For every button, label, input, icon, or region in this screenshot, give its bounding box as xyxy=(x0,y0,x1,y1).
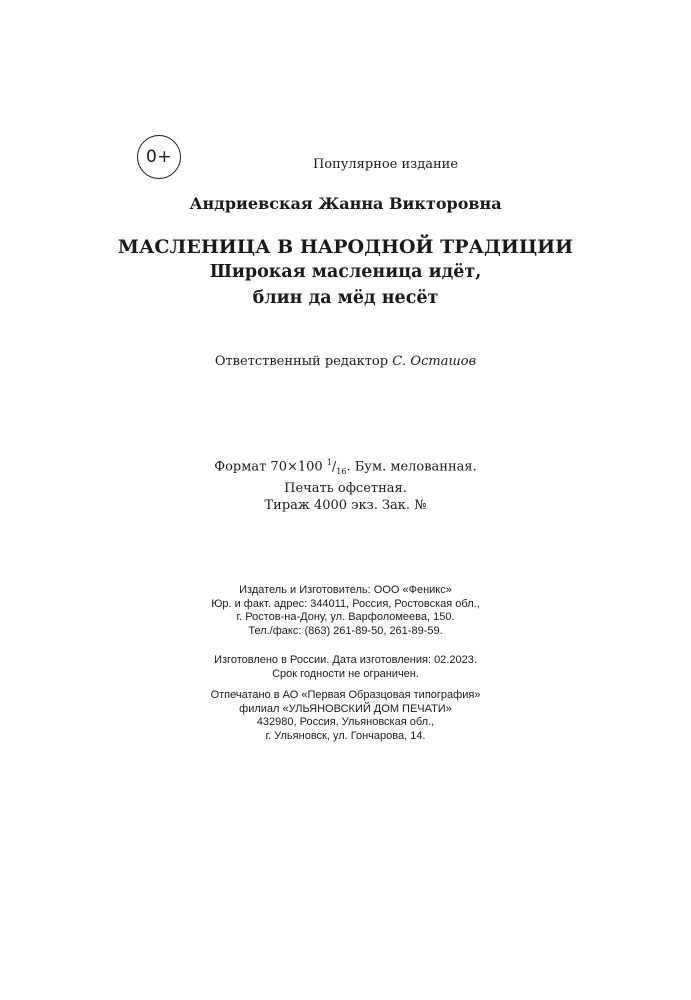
format-line: Формат 70×100 $^1/_{16}$. Бум. мелованная. xyxy=(214,458,477,476)
age-rating-text: 0+ xyxy=(145,147,173,167)
manufacture-info xyxy=(0,654,691,681)
publisher-line: Издатель и Изготовитель: ООО «Феникс» xyxy=(239,584,452,596)
format-numerator: 1 xyxy=(326,458,332,467)
subtitle-line-1: Широкая масленица идёт, xyxy=(209,262,482,282)
editor-name: С. Осташов xyxy=(392,354,477,369)
publisher-line: Тел./факс: (863) 261-89-50, 261-89-59. xyxy=(248,624,443,637)
manufacture-line: Срок годности не ограничен. xyxy=(272,667,419,680)
printer-line: 432980, Россия, Ульяновская обл., xyxy=(256,716,435,728)
edition-type: Популярное издание xyxy=(312,157,459,172)
manufacture-line: Изготовлено в России. Дата изготовления: 02.2023. xyxy=(214,654,477,666)
circulation: Тираж 4000 экз. Зак. № xyxy=(264,497,427,513)
printer-line: филиал «УЛЬЯНОВСКИЙ ДОМ ПЕЧАТИ» xyxy=(239,702,452,715)
printer-info xyxy=(0,689,691,743)
publisher-line: Юр. и факт. адрес: 344011, Россия, Ростовская обл., xyxy=(211,597,480,610)
printer-line: г. Ульяновск, ул. Гончарова, 14. xyxy=(265,729,426,742)
printer-line: Отпечатано в АО «Первая Образцовая типография» xyxy=(210,689,481,701)
book-title: МАСЛЕНИЦА В НАРОДНОЙ ТРАДИЦИИ xyxy=(117,236,574,258)
print-method: Печать офсетная. xyxy=(284,480,407,496)
format-suffix: . Бум. мелованная. xyxy=(346,459,477,475)
format-prefix: Формат 70×100 xyxy=(214,459,323,475)
print-specs xyxy=(0,454,691,514)
publisher-info xyxy=(0,584,691,638)
format-denominator: 16 xyxy=(336,466,347,476)
editor-label: Ответственный редактор xyxy=(214,354,389,369)
publisher-line: г. Ростов-на-Дону, ул. Варфоломеева, 150. xyxy=(236,611,455,623)
author-name: Андриевская Жанна Викторовна xyxy=(189,194,502,213)
responsible-editor xyxy=(0,354,691,369)
book-subtitle xyxy=(0,259,691,311)
subtitle-line-2: блин да мёд несёт xyxy=(252,288,439,308)
